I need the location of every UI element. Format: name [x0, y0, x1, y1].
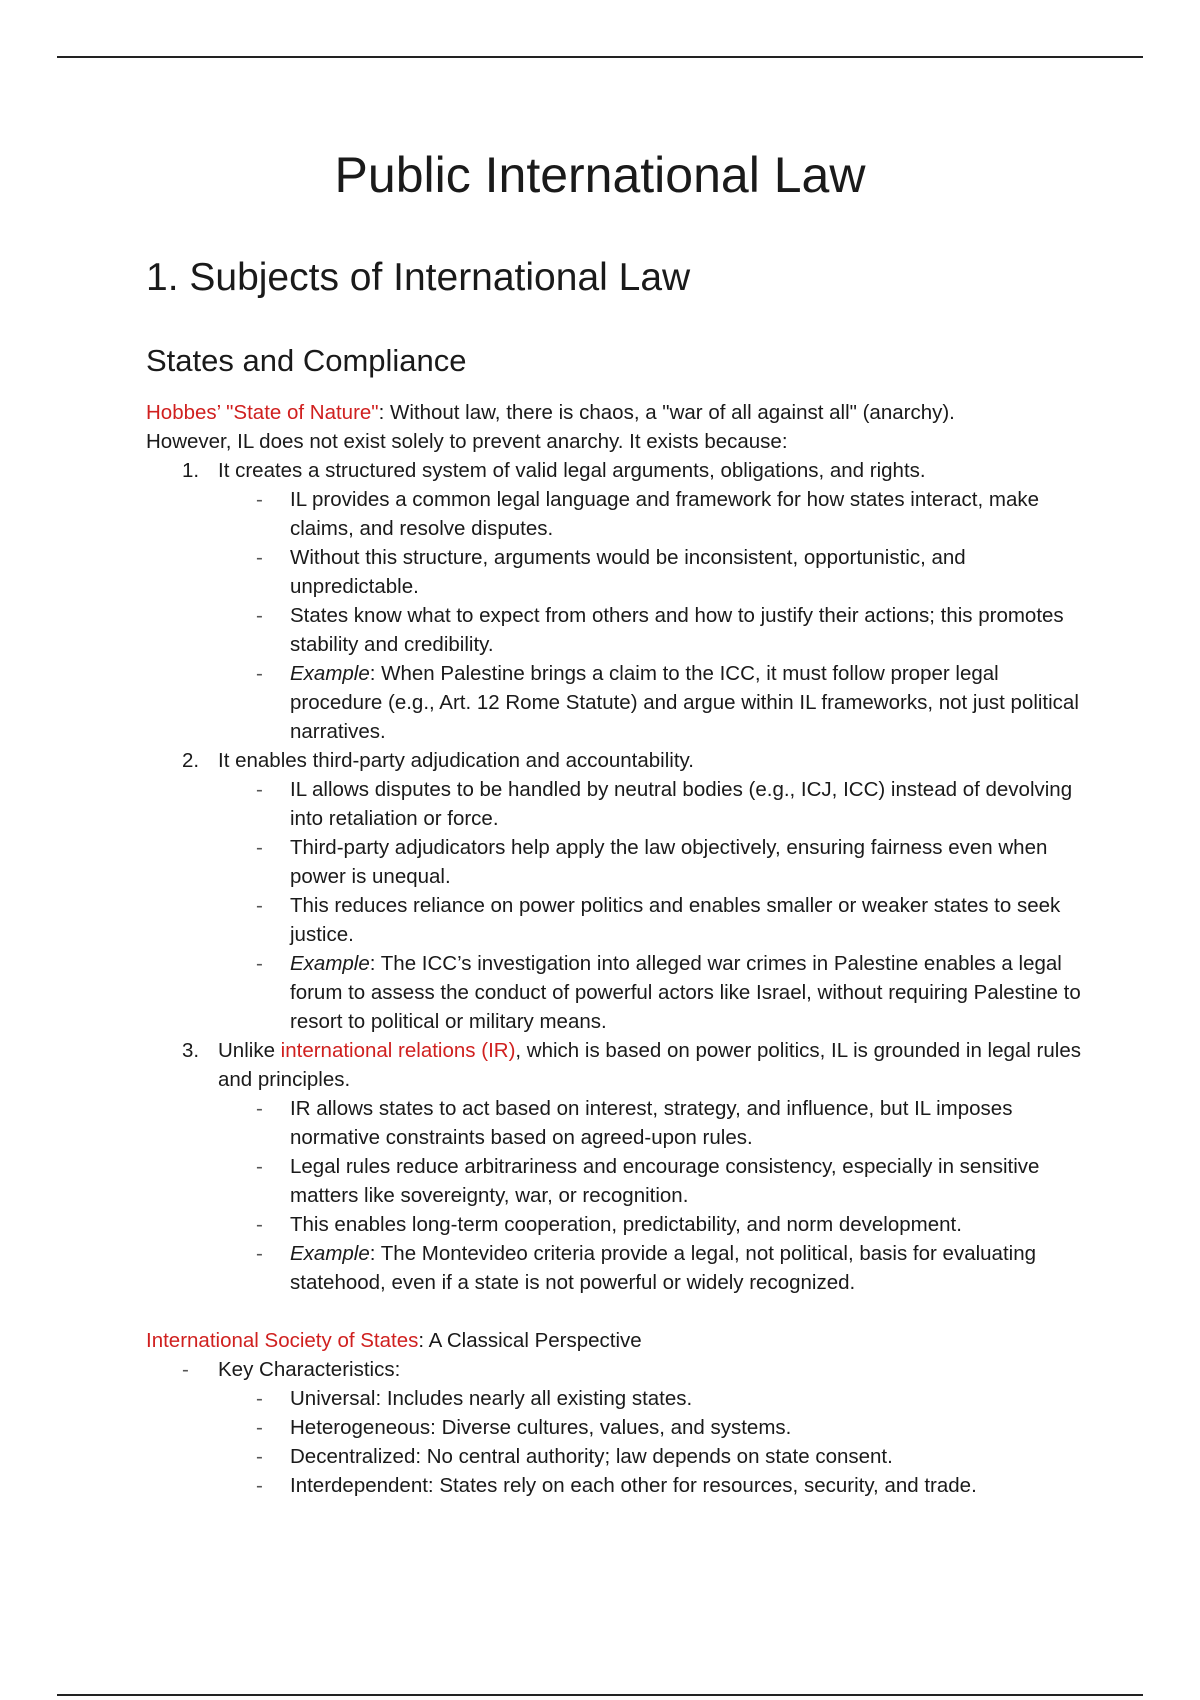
sub-item: - Universal: Includes nearly all existing states. [290, 1384, 1086, 1413]
document-body [146, 398, 1086, 1500]
sub-list [218, 775, 1086, 1036]
example-label: Example [290, 1242, 370, 1265]
sub-item-example [290, 659, 1086, 746]
list-item [182, 1036, 1086, 1297]
sub-item: - States know what to expect from others and how to justify their actions; this promotes stability and credibility. [290, 601, 1086, 659]
example-text: : The Montevideo criteria provide a legal, not political, basis for evaluating statehood, even if a state is not powerful or widely recognized. [290, 1242, 1037, 1294]
society-rest: : A Classical Perspective [418, 1329, 642, 1352]
list-item [182, 456, 1086, 746]
point-text-pre: Unlike [218, 1039, 281, 1062]
sub-item-example [290, 1239, 1086, 1297]
sub-list [218, 485, 1086, 746]
sub-item-example [290, 949, 1086, 1036]
list-number: 2. [182, 749, 200, 772]
intro-term: Hobbes’ "State of Nature" [146, 401, 379, 424]
reasons-list [146, 456, 1086, 1297]
point-text-post: , which is based on power politics, IL is grounded in legal rules and principles. [218, 1039, 1081, 1091]
sub-item: - IL allows disputes to be handled by neutral bodies (e.g., ICJ, ICC) instead of devolving into retaliation or force. [290, 775, 1086, 833]
point-text: It creates a structured system of valid legal arguments, obligations, and rights. [218, 459, 926, 482]
sub-item: - Decentralized: No central authority; law depends on state consent. [290, 1442, 1086, 1471]
top-rule [57, 56, 1143, 58]
intro-paragraph [146, 398, 1086, 427]
list-item [182, 1355, 1086, 1500]
spacer [146, 1297, 1086, 1326]
subsection-heading: States and Compliance [146, 343, 467, 378]
sub-item: - IL provides a common legal language and framework for how states interact, make claims, and resolve disputes. [290, 485, 1086, 543]
section-heading: 1. Subjects of International Law [146, 256, 691, 299]
example-label: Example [290, 662, 370, 685]
sub-item: - Third-party adjudicators help apply the law objectively, ensuring fairness even when power is unequal. [290, 833, 1086, 891]
intro-text-2: However, IL does not exist solely to prevent anarchy. It exists because: [146, 430, 788, 453]
sub-item: - This reduces reliance on power politics and enables smaller or weaker states to seek justice. [290, 891, 1086, 949]
example-label: Example [290, 952, 370, 975]
sub-item: - Heterogeneous: Diverse cultures, values, and systems. [290, 1413, 1086, 1442]
dash-marker: - [182, 1358, 189, 1381]
point-text: It enables third-party adjudication and accountability. [218, 749, 694, 772]
sub-list [218, 1384, 1086, 1500]
intro-text-1: : Without law, there is chaos, a "war of all against all" (anarchy). [378, 401, 955, 424]
list-item [182, 746, 1086, 1036]
sub-item: - Legal rules reduce arbitrariness and encourage consistency, especially in sensitive matters like sovereignty, war, or recognition. [290, 1152, 1086, 1210]
sub-item: - Without this structure, arguments would be inconsistent, opportunistic, and unpredictable. [290, 543, 1086, 601]
sub-list [218, 1094, 1086, 1297]
document-title: Public International Law [334, 147, 866, 203]
list-number: 3. [182, 1039, 200, 1062]
sub-item: - This enables long-term cooperation, predictability, and norm development. [290, 1210, 1086, 1239]
society-term: International Society of States [146, 1329, 419, 1352]
list-number: 1. [182, 459, 200, 482]
ir-term: international relations (IR) [280, 1039, 516, 1062]
sub-item: - IR allows states to act based on interest, strategy, and influence, but IL imposes normative constraints based on agreed-upon rules. [290, 1094, 1086, 1152]
society-list [146, 1355, 1086, 1500]
example-text: : The ICC’s investigation into alleged war crimes in Palestine enables a legal forum to assess the conduct of powerful actors like Israel, without requiring Palestine to resort to political or military means. [290, 952, 1081, 1033]
sub-item: - Interdependent: States rely on each other for resources, security, and trade. [290, 1471, 1086, 1500]
example-text: : When Palestine brings a claim to the ICC, it must follow proper legal procedure (e.g., Art. 12 Rome Statute) and argue within IL frameworks, not just political narratives. [290, 662, 1079, 743]
society-heading [146, 1326, 1086, 1355]
bottom-rule [57, 1694, 1143, 1696]
key-characteristics-label: Key Characteristics: [218, 1358, 401, 1381]
